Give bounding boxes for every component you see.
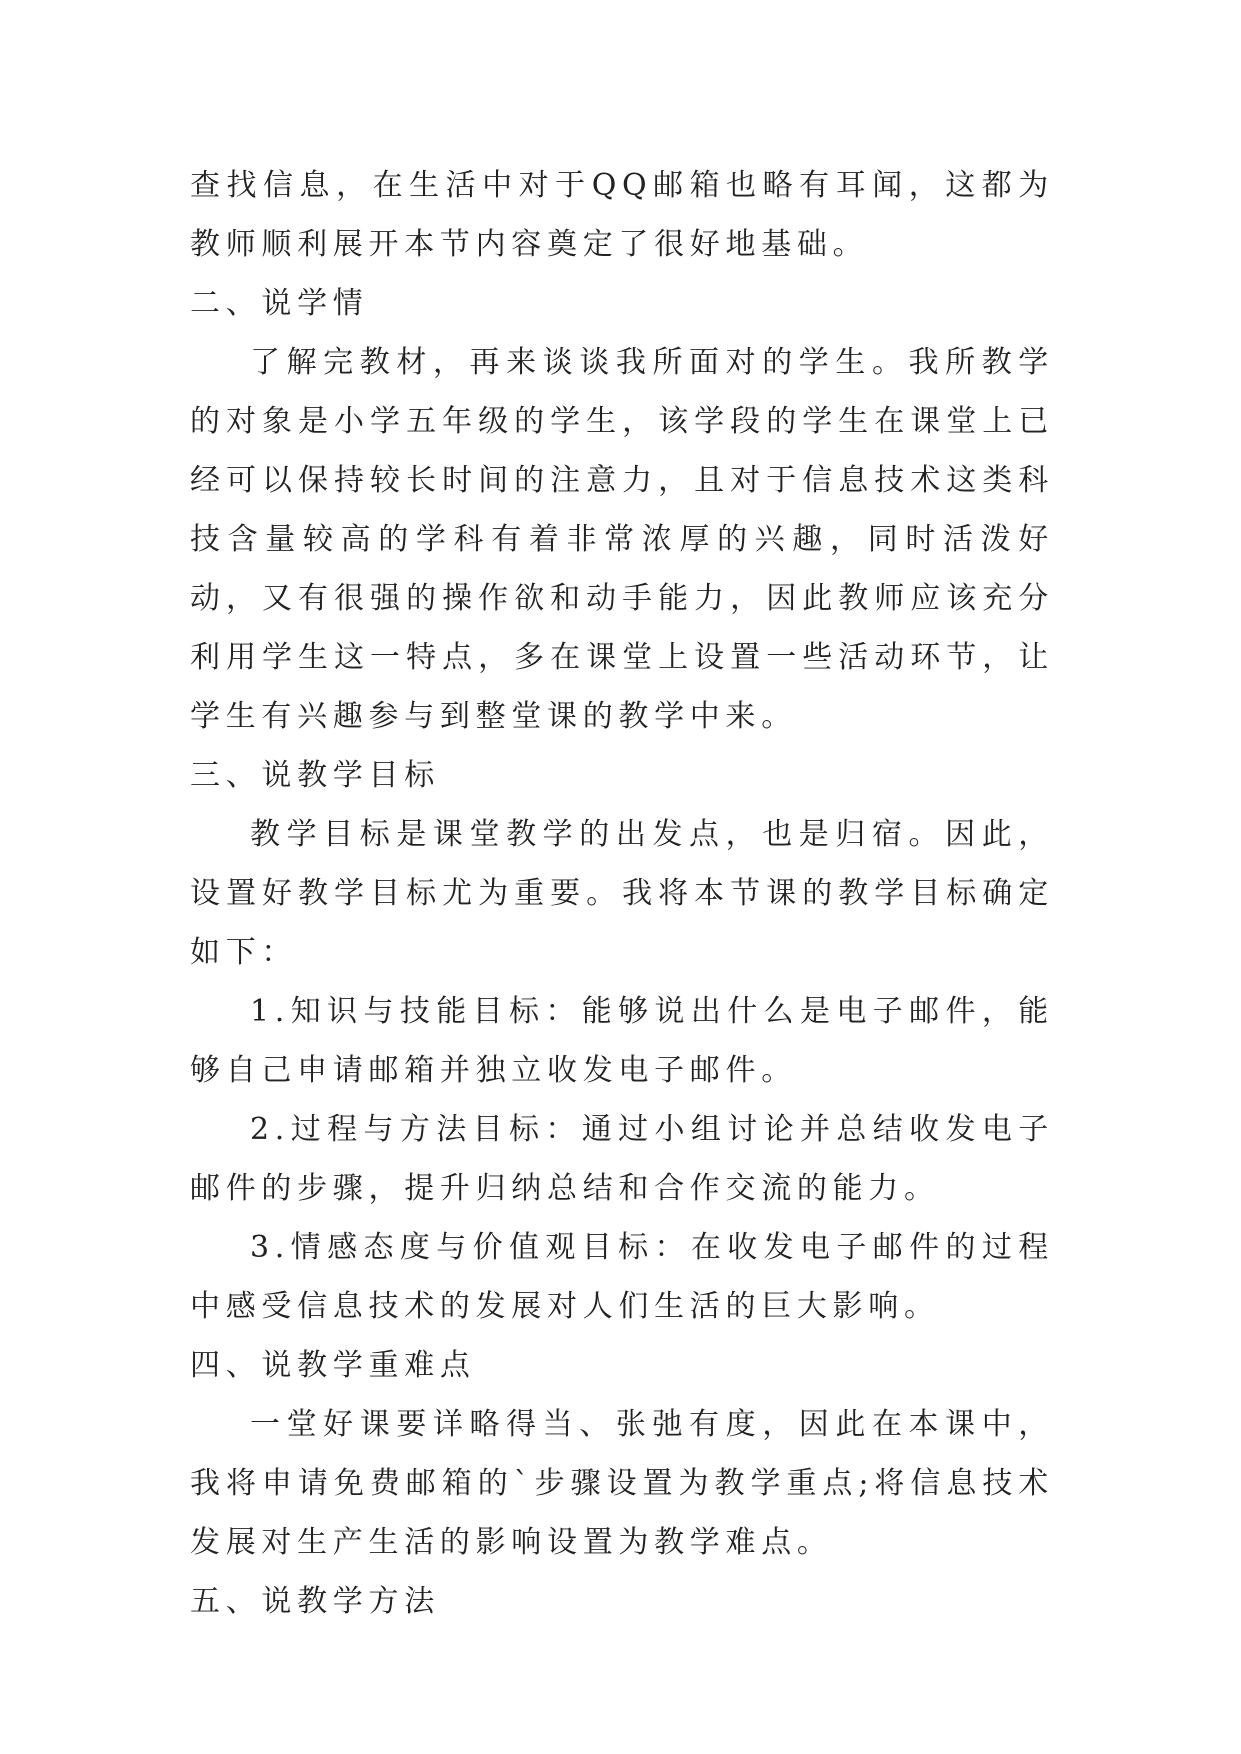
paragraph-continuation: 查找信息，在生活中对于QQ邮箱也略有耳闻，这都为教师顺利展开本节内容奠定了很好地基础。	[190, 168, 1054, 262]
paragraph-learning-situation: 了解完教材，再来谈谈我所面对的学生。我所教学的对象是小学五年级的学生，该学段的学生在课堂上已经可以保持较长时间的注意力，且对于信息技术这类科技含量较高的学科有着非常浓厚的兴趣，同时活泼好动，又有很强的操作欲和动手能力，因此教师应该充分利用学生这一特点，多在课堂上设置一些活动环节，让学生有兴趣参与到整堂课的教学中来。	[190, 345, 1054, 734]
section-heading-teaching-goals: 三、说教学目标	[190, 758, 440, 793]
section-heading-key-difficult-points: 四、说教学重难点	[190, 1348, 476, 1383]
paragraph-teaching-goals-intro: 教学目标是课堂教学的出发点，也是归宿。因此，设置好教学目标尤为重要。我将本节课的教学目标确定如下：	[190, 817, 1054, 970]
document-body	[190, 156, 1054, 1631]
paragraph-key-difficult-points: 一堂好课要详略得当、张弛有度，因此在本课中，我将申请免费邮箱的`步骤设置为教学重点;将信息技术发展对生产生活的影响设置为教学难点。	[190, 1407, 1054, 1560]
goal-item-knowledge-skills: 1.知识与技能目标：能够说出什么是电子邮件，能够自己申请邮箱并独立收发电子邮件。	[190, 994, 1054, 1088]
goal-item-emotion-values: 3.情感态度与价值观目标：在收发电子邮件的过程中感受信息技术的发展对人们生活的巨大影响。	[190, 1230, 1054, 1324]
section-heading-learning-situation: 二、说学情	[190, 286, 369, 321]
section-heading-teaching-methods: 五、说教学方法	[190, 1584, 440, 1619]
goal-item-process-method: 2.过程与方法目标：通过小组讨论并总结收发电子邮件的步骤，提升归纳总结和合作交流的能力。	[190, 1112, 1054, 1206]
